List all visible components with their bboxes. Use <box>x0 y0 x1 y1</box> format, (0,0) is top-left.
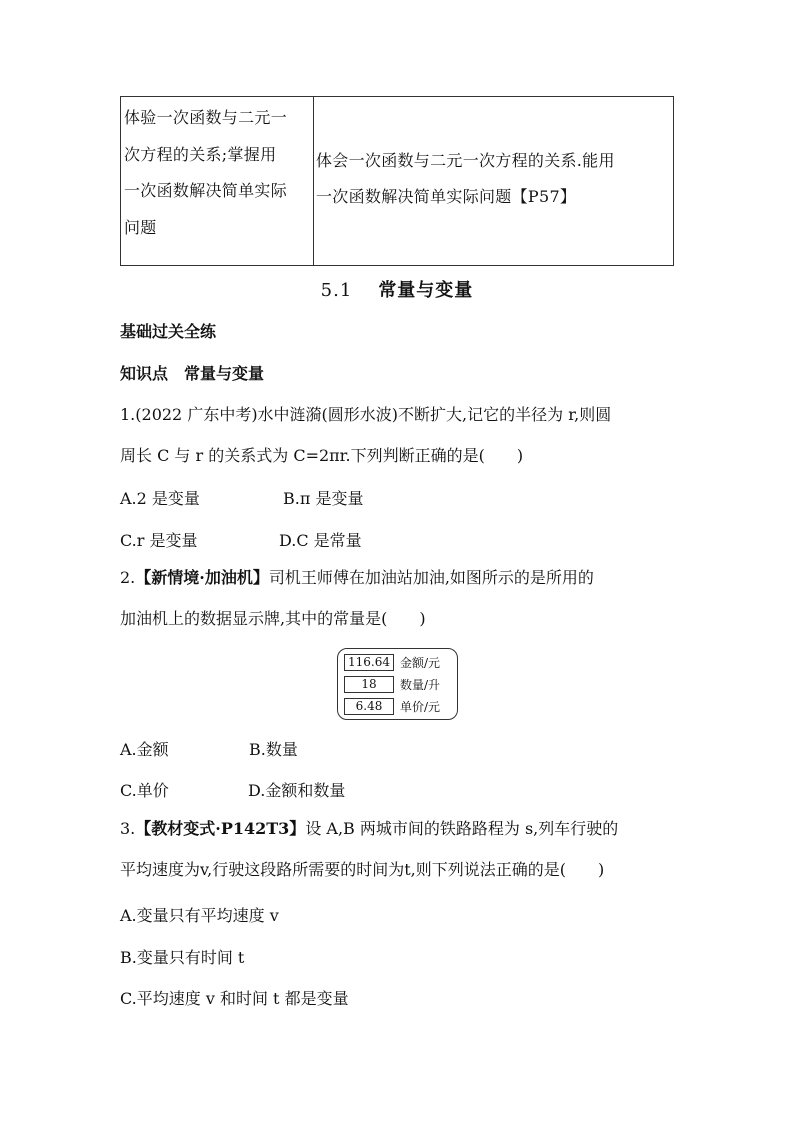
subheading: 基础过关全练 <box>120 322 217 341</box>
question-3-number: 3. <box>120 819 136 838</box>
question-1-line-2: 周长 C 与 r 的关系式为 C=2πr.下列判断正确的是( ) <box>120 446 524 465</box>
objectives-table <box>120 96 674 266</box>
q1-option-a: A.2 是变量 <box>120 489 200 508</box>
q1-option-c: C.r 是变量 <box>120 531 198 550</box>
question-2-line-1 <box>120 557 680 598</box>
question-2 <box>120 557 680 639</box>
question-1-line-1: 1.(2022 广东中考)水中涟漪(圆形水波)不断扩大,记它的半径为 r,则圆 <box>120 405 612 424</box>
pump-quantity-label: 数量/升 <box>400 677 441 692</box>
q3-option-b: B.变量只有时间 t <box>120 948 245 967</box>
section-number: 5.1 <box>320 280 353 301</box>
question-3-line-2: 平均速度为v,行驶这段路所需要的时间为t,则下列说法正确的是( ) <box>120 860 605 879</box>
objective-left-line-4: 问题 <box>124 217 157 237</box>
pump-row-quantity <box>344 675 440 693</box>
pump-row-unit-price <box>344 697 440 715</box>
objective-right-line-2: 一次函数解决简单实际问题【P57】 <box>316 187 577 206</box>
objective-left-line-1: 体验一次函数与二元一 <box>124 108 288 127</box>
q2-option-c: C.单价 <box>120 781 169 800</box>
q1-option-d: D.C 是常量 <box>279 531 362 550</box>
objective-right-line-1: 体会一次函数与二元一次方程的关系.能用 <box>316 151 615 170</box>
pump-amount-label: 金额/元 <box>400 655 441 670</box>
question-3-tag: 【教材变式·P142T3】 <box>135 819 306 838</box>
objective-left-line-3: 一次函数解决简单实际 <box>124 181 288 200</box>
question-3-line-1-text: 设 A,B 两城市间的铁路路程为 s,列车行驶的 <box>305 819 619 838</box>
pump-row-amount <box>344 653 440 671</box>
q3-option-c: C.平均速度 v 和时间 t 都是变量 <box>120 989 349 1008</box>
question-2-line-1-text: 司机王师傅在加油站加油,如图所示的是所用的 <box>268 568 594 587</box>
pump-amount-value: 116.64 <box>344 654 394 671</box>
question-3 <box>120 808 680 890</box>
q2-option-d: D.金额和数量 <box>248 781 346 800</box>
question-2-number: 2. <box>120 568 136 587</box>
q2-option-a: A.金额 <box>120 740 169 759</box>
question-1 <box>120 394 680 476</box>
pump-unit-price-label: 单价/元 <box>400 699 441 714</box>
q3-option-a: A.变量只有平均速度 v <box>120 906 279 925</box>
question-3-line-1 <box>120 808 680 849</box>
q1-option-b: B.π 是变量 <box>283 489 364 508</box>
q2-option-b: B.数量 <box>249 740 298 759</box>
objective-left-line-2: 次方程的关系;掌握用 <box>124 144 277 164</box>
objectives-left-cell <box>121 97 314 265</box>
fuel-pump-display <box>337 648 458 720</box>
knowledge-point-heading: 知识点 常量与变量 <box>120 364 265 383</box>
section-title-text: 常量与变量 <box>378 280 474 301</box>
section-title <box>0 276 794 302</box>
pump-quantity-value: 18 <box>344 676 394 693</box>
question-2-tag: 【新情境·加油机】 <box>135 568 269 587</box>
question-2-line-2: 加油机上的数据显示牌,其中的常量是( ) <box>120 609 426 628</box>
pump-unit-price-value: 6.48 <box>344 698 394 715</box>
objectives-right-cell <box>314 97 673 265</box>
